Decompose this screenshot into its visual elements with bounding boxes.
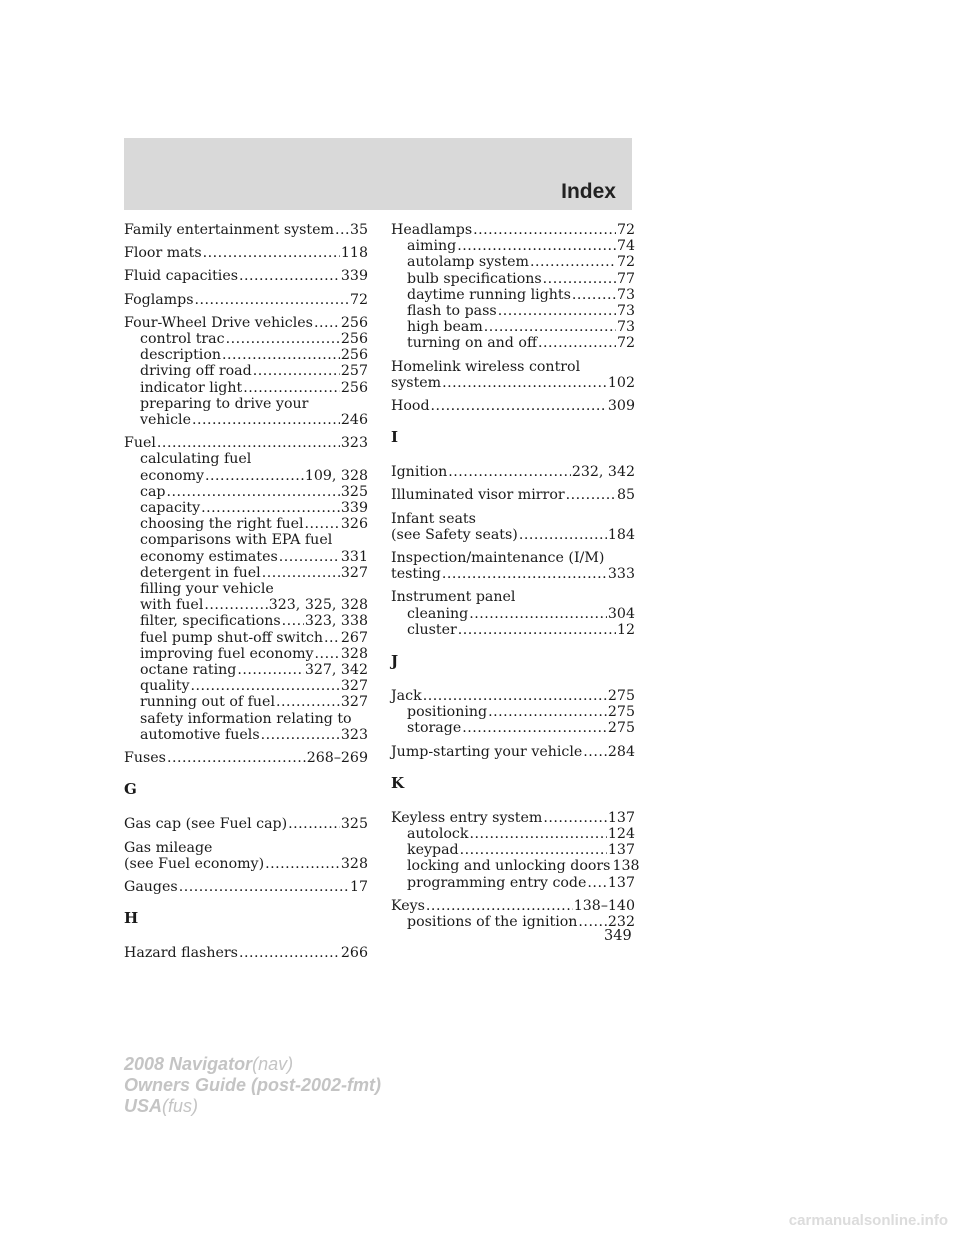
index-page-ref: 331: [340, 548, 368, 565]
index-term-text: cap: [140, 483, 166, 500]
index-page-ref: 275: [607, 720, 635, 737]
section-title: Index: [561, 180, 616, 203]
index-page-ref: 256: [340, 379, 368, 396]
index-page-ref: 267: [340, 629, 368, 646]
index-term-text: positioning: [407, 704, 488, 721]
dot-leader: [305, 516, 340, 532]
index-term-text: keypad: [407, 842, 459, 859]
dot-leader: [335, 222, 349, 238]
index-subentry: [124, 662, 368, 678]
index-term: [124, 856, 368, 872]
index-term-text: (see Fuel economy): [124, 855, 265, 872]
dot-leader: [519, 527, 607, 543]
index-term: [124, 292, 368, 308]
index-page-ref: 77: [616, 270, 635, 287]
index-letter-heading: K: [391, 773, 405, 792]
index-subentry: [391, 704, 635, 720]
index-term-text: turning on and off: [407, 335, 538, 352]
index-subentry: [391, 875, 635, 891]
index-subentry: [124, 516, 368, 532]
index-page-ref: 323, 338: [304, 613, 368, 630]
index-term-text: vehicle: [140, 412, 191, 429]
dot-leader: [442, 566, 607, 582]
index-subentry: [391, 858, 640, 875]
index-letter-heading: G: [124, 780, 137, 799]
index-entry: [391, 688, 635, 737]
index-page-ref: 328: [340, 855, 368, 872]
index-page-ref: 275: [607, 704, 635, 721]
index-term-text: Keys: [391, 897, 425, 914]
index-term-text: daytime running lights: [407, 286, 571, 303]
index-subentry: [124, 380, 368, 396]
index-term: [391, 898, 635, 914]
dot-leader: [204, 597, 267, 613]
dot-leader: [276, 694, 340, 710]
index-entry: [391, 511, 635, 543]
index-term: [391, 464, 635, 480]
index-page-ref: 138: [612, 858, 640, 875]
dot-leader: [265, 856, 340, 872]
index-subentry: [124, 711, 368, 727]
index-term-text: fuel pump shut-off switch: [140, 629, 324, 646]
index-entry: [391, 744, 635, 760]
index-term: [391, 359, 635, 375]
index-term-text: Fuses: [124, 750, 166, 767]
index-subentry: [124, 549, 368, 565]
index-term-text: Fuel: [124, 435, 156, 452]
index-term-text: Hood: [391, 398, 430, 415]
index-page-ref: 327: [340, 694, 368, 711]
index-term: [124, 879, 368, 895]
index-subentry: [391, 914, 635, 930]
index-entry: [124, 435, 368, 743]
index-term: [124, 268, 368, 284]
index-subentry: [124, 484, 368, 500]
index-page-ref: 339: [340, 268, 368, 285]
dot-leader: [315, 646, 340, 662]
index-term-text: quality: [140, 678, 190, 695]
index-subentry: [124, 451, 368, 467]
index-term: [391, 511, 635, 527]
index-term-text: Gas mileage: [124, 839, 213, 856]
index-entry: [391, 589, 635, 638]
dot-leader: [469, 826, 606, 842]
dot-leader: [279, 549, 340, 565]
index-page-ref: 72: [349, 291, 368, 308]
dot-leader: [179, 879, 349, 895]
dot-leader: [239, 945, 340, 961]
index-subentry: [124, 646, 368, 662]
index-subentry: [124, 331, 368, 347]
index-term: [124, 315, 368, 331]
index-term-text: autolock: [407, 826, 469, 843]
index-letter-heading: H: [124, 909, 139, 928]
index-term: [124, 750, 368, 766]
index-subentry: [124, 347, 368, 363]
index-entry: [124, 750, 368, 766]
index-term-text: flash to pass: [407, 303, 497, 320]
index-page-ref: 17: [349, 878, 368, 895]
index-term-text: driving off road: [140, 363, 252, 380]
index-letter-heading: J: [391, 652, 399, 671]
index-term-text: improving fuel economy: [140, 645, 314, 662]
dot-leader: [457, 238, 616, 254]
index-subentry: [124, 396, 368, 412]
index-page-ref: 137: [607, 842, 635, 859]
watermark: carmanualsonline.info: [788, 1212, 948, 1229]
index-page-ref: 327, 342: [304, 662, 368, 679]
index-subentry: [391, 606, 635, 622]
index-term-text: capacity: [140, 500, 201, 517]
index-term-text: system: [391, 374, 442, 391]
index-page-ref: 256: [340, 314, 368, 331]
index-term-text: Homelink wireless control: [391, 358, 581, 375]
index-subentry: [391, 622, 635, 638]
index-entry: [391, 222, 635, 352]
dot-leader: [282, 613, 304, 629]
index-page-ref: 137: [607, 874, 635, 891]
index-page-ref: 325: [340, 816, 368, 833]
index-page-ref: 256: [340, 347, 368, 364]
dot-leader: [458, 622, 616, 638]
index-term: [124, 435, 368, 451]
index-entry: [124, 816, 368, 832]
index-term-text: economy estimates: [140, 548, 278, 565]
index-column-right: [391, 222, 640, 937]
index-page-ref: 74: [616, 238, 635, 255]
index-page-ref: 257: [340, 363, 368, 380]
index-subentry: [391, 720, 635, 736]
index-subentry: [391, 271, 635, 287]
index-term: [124, 222, 368, 238]
index-term: [391, 744, 635, 760]
dot-leader: [253, 363, 340, 379]
index-subentry: [124, 565, 368, 581]
index-subentry: [124, 581, 368, 597]
index-term-text: positions of the ignition: [407, 914, 578, 931]
index-subentry: [124, 727, 368, 743]
index-page-ref: 102: [607, 374, 635, 391]
index-subentry: [391, 287, 635, 303]
index-term-text: Hazard flashers: [124, 945, 238, 962]
dot-leader: [566, 487, 616, 503]
index-subentry: [391, 335, 635, 351]
dot-leader: [237, 662, 303, 678]
index-subentry: [124, 532, 368, 548]
dot-leader: [226, 331, 340, 347]
dot-leader: [484, 319, 616, 335]
index-page-ref: 323, 325, 328: [268, 597, 368, 614]
index-page-ref: 124: [607, 826, 635, 843]
dot-leader: [583, 744, 607, 760]
index-term-text: aiming: [407, 238, 457, 255]
index-page-ref: 323: [340, 435, 368, 452]
index-subentry: [124, 363, 368, 379]
index-entry: [124, 222, 368, 238]
index-term-text: octane rating: [140, 662, 237, 679]
dot-leader: [426, 898, 573, 914]
index-column-left: [124, 222, 368, 968]
dot-leader: [469, 606, 607, 622]
index-subentry: [391, 842, 635, 858]
index-subentry: [124, 468, 368, 484]
index-page-ref: 232: [607, 914, 635, 931]
index-term: [124, 945, 368, 961]
index-subentry: [124, 597, 368, 613]
index-term: [391, 487, 635, 503]
index-page-ref: 232, 342: [571, 464, 635, 481]
index-page-ref: 328: [340, 645, 368, 662]
index-entry: [124, 945, 368, 961]
dot-leader: [201, 500, 340, 516]
index-term-text: Instrument panel: [391, 589, 516, 606]
index-subentry: [124, 678, 368, 694]
index-page-ref: 333: [607, 566, 635, 583]
index-term-text: Jump-starting your vehicle: [391, 743, 583, 760]
index-term: [391, 527, 635, 543]
index-term: [391, 589, 635, 605]
index-entry: [124, 268, 368, 284]
index-subentry: [391, 238, 635, 254]
index-term-text: preparing to drive your: [140, 395, 309, 412]
index-term-text: control trac: [140, 331, 225, 348]
index-page-ref: 12: [616, 621, 635, 638]
index-subentry: [124, 412, 368, 428]
dot-leader: [460, 842, 607, 858]
index-page-ref: 275: [607, 688, 635, 705]
index-term-text: safety information relating to: [140, 710, 352, 727]
index-term-text: calculating fuel: [140, 451, 252, 468]
dot-leader: [462, 720, 607, 736]
index-page-ref: 73: [616, 303, 635, 320]
index-term: [124, 245, 368, 261]
index-page-ref: 339: [340, 500, 368, 517]
index-page-ref: 35: [349, 222, 368, 238]
index-term-text: Jack: [391, 688, 422, 705]
dot-leader: [314, 315, 340, 331]
index-term: [124, 840, 368, 856]
dot-leader: [262, 565, 340, 581]
index-page-ref: 268–269: [306, 750, 368, 767]
header-band: [124, 138, 632, 210]
dot-leader: [195, 292, 349, 308]
index-term-text: Four-Wheel Drive vehicles: [124, 314, 313, 331]
index-term: [391, 566, 635, 582]
index-term-text: comparisons with EPA fuel: [140, 532, 333, 549]
index-term-text: with fuel: [140, 597, 204, 614]
index-entry: [391, 487, 635, 503]
index-term-text: bulb specifications: [407, 270, 542, 287]
index-entry: [391, 398, 635, 414]
dot-leader: [587, 875, 606, 891]
dot-leader: [324, 630, 340, 646]
index-term-text: Gauges: [124, 878, 178, 895]
index-page-ref: 266: [340, 945, 368, 962]
index-term-text: indicator light: [140, 379, 243, 396]
index-term-text: Headlamps: [391, 222, 473, 238]
dot-leader: [261, 727, 340, 743]
index-entry: [391, 464, 635, 480]
index-subentry: [124, 613, 368, 629]
index-term: [391, 550, 635, 566]
dot-leader: [222, 347, 340, 363]
index-page-ref: 327: [340, 564, 368, 581]
footer-line: 2008 Navigator(nav): [124, 1054, 294, 1074]
index-entry: [391, 359, 635, 391]
index-term-text: Inspection/maintenance (I/M): [391, 550, 605, 567]
index-term: [391, 810, 635, 826]
index-page-ref: 72: [616, 222, 635, 238]
dot-leader: [473, 222, 616, 238]
footer-line: Owners Guide (post-2002-fmt): [124, 1075, 382, 1095]
index-term-text: filter, specifications: [140, 613, 281, 630]
index-subentry: [124, 500, 368, 516]
index-page-ref: 184: [607, 526, 635, 543]
index-page-ref: 73: [616, 286, 635, 303]
index-term-text: Family entertainment system: [124, 222, 334, 238]
index-term: [391, 688, 635, 704]
dot-leader: [578, 914, 606, 930]
dot-leader: [288, 816, 340, 832]
dot-leader: [431, 398, 607, 414]
index-term-text: locking and unlocking doors: [407, 858, 611, 875]
index-entry: [124, 245, 368, 261]
index-entry: [391, 898, 635, 930]
index-page-ref: 72: [616, 335, 635, 352]
index-entry: [124, 840, 368, 872]
index-term-text: cluster: [407, 621, 457, 638]
index-page-ref: 118: [340, 245, 368, 262]
index-term-text: Gas cap (see Fuel cap): [124, 816, 288, 833]
index-subentry: [124, 630, 368, 646]
index-subentry: [391, 826, 635, 842]
dot-leader: [488, 704, 607, 720]
dot-leader: [572, 287, 616, 303]
index-term: [391, 398, 635, 414]
index-term-text: Ignition: [391, 464, 448, 481]
index-entry: [124, 315, 368, 428]
index-term-text: Fluid capacities: [124, 268, 238, 285]
index-term-text: high beam: [407, 319, 483, 336]
page-number: 349: [604, 928, 632, 944]
index-term-text: detergent in fuel: [140, 564, 261, 581]
index-entry: [124, 879, 368, 895]
dot-leader: [442, 375, 607, 391]
index-term-text: (see Safety seats): [391, 526, 518, 543]
index-subentry: [124, 694, 368, 710]
index-term-text: description: [140, 347, 222, 364]
index-term-text: Foglamps: [124, 291, 194, 308]
index-subentry: [391, 319, 635, 335]
dot-leader: [192, 412, 340, 428]
index-page-ref: 109, 328: [304, 467, 368, 484]
index-page-ref: 325: [340, 483, 368, 500]
dot-leader: [448, 464, 571, 480]
index-term: [391, 222, 635, 238]
index-letter-heading: I: [391, 428, 399, 447]
index-term-text: programming entry code: [407, 874, 587, 891]
index-entry: [124, 292, 368, 308]
dot-leader: [530, 254, 616, 270]
footer-line: USA(fus): [124, 1096, 199, 1116]
dot-leader: [190, 678, 339, 694]
dot-leader: [203, 245, 340, 261]
index-term-text: filling your vehicle: [140, 581, 274, 598]
dot-leader: [543, 810, 607, 826]
dot-leader: [205, 468, 304, 484]
index-page-ref: 246: [340, 412, 368, 429]
index-entry: [391, 809, 640, 891]
index-term: [124, 816, 368, 832]
index-page-ref: 138–140: [573, 897, 635, 914]
index-term-text: cleaning: [407, 605, 469, 622]
index-page-ref: 304: [607, 605, 635, 622]
dot-leader: [423, 688, 607, 704]
dot-leader: [543, 271, 616, 287]
dot-leader: [167, 750, 306, 766]
dot-leader: [498, 303, 616, 319]
index-page-ref: 326: [340, 516, 368, 533]
index-subentry: [391, 303, 635, 319]
index-term-text: automotive fuels: [140, 726, 260, 743]
dot-leader: [157, 435, 340, 451]
index-page-ref: 323: [340, 726, 368, 743]
index-term-text: Infant seats: [391, 510, 476, 527]
index-page-ref: 256: [340, 331, 368, 348]
index-term-text: choosing the right fuel: [140, 516, 304, 533]
index-term-text: economy: [140, 467, 205, 484]
dot-leader: [538, 335, 616, 351]
index-term-text: storage: [407, 720, 462, 737]
index-page-ref: 327: [340, 678, 368, 695]
dot-leader: [239, 268, 340, 284]
index-term-text: Illuminated visor mirror: [391, 487, 565, 504]
index-term: [391, 375, 635, 391]
index-term-text: Floor mats: [124, 245, 202, 262]
dot-leader: [167, 484, 340, 500]
index-page-ref: 137: [607, 809, 635, 826]
index-subentry: [391, 254, 635, 270]
index-page-ref: 284: [607, 743, 635, 760]
index-term-text: autolamp system: [407, 254, 530, 271]
index-entry: [391, 550, 635, 582]
index-page-ref: 72: [616, 254, 635, 271]
index-page-ref: 85: [616, 487, 635, 504]
index-term-text: Keyless entry system: [391, 809, 543, 826]
index-term-text: testing: [391, 566, 441, 583]
dot-leader: [243, 380, 340, 396]
index-page-ref: 309: [607, 398, 635, 415]
index-term-text: running out of fuel: [140, 694, 275, 711]
index-page-ref: 73: [616, 319, 635, 336]
footer: [124, 1054, 381, 1117]
